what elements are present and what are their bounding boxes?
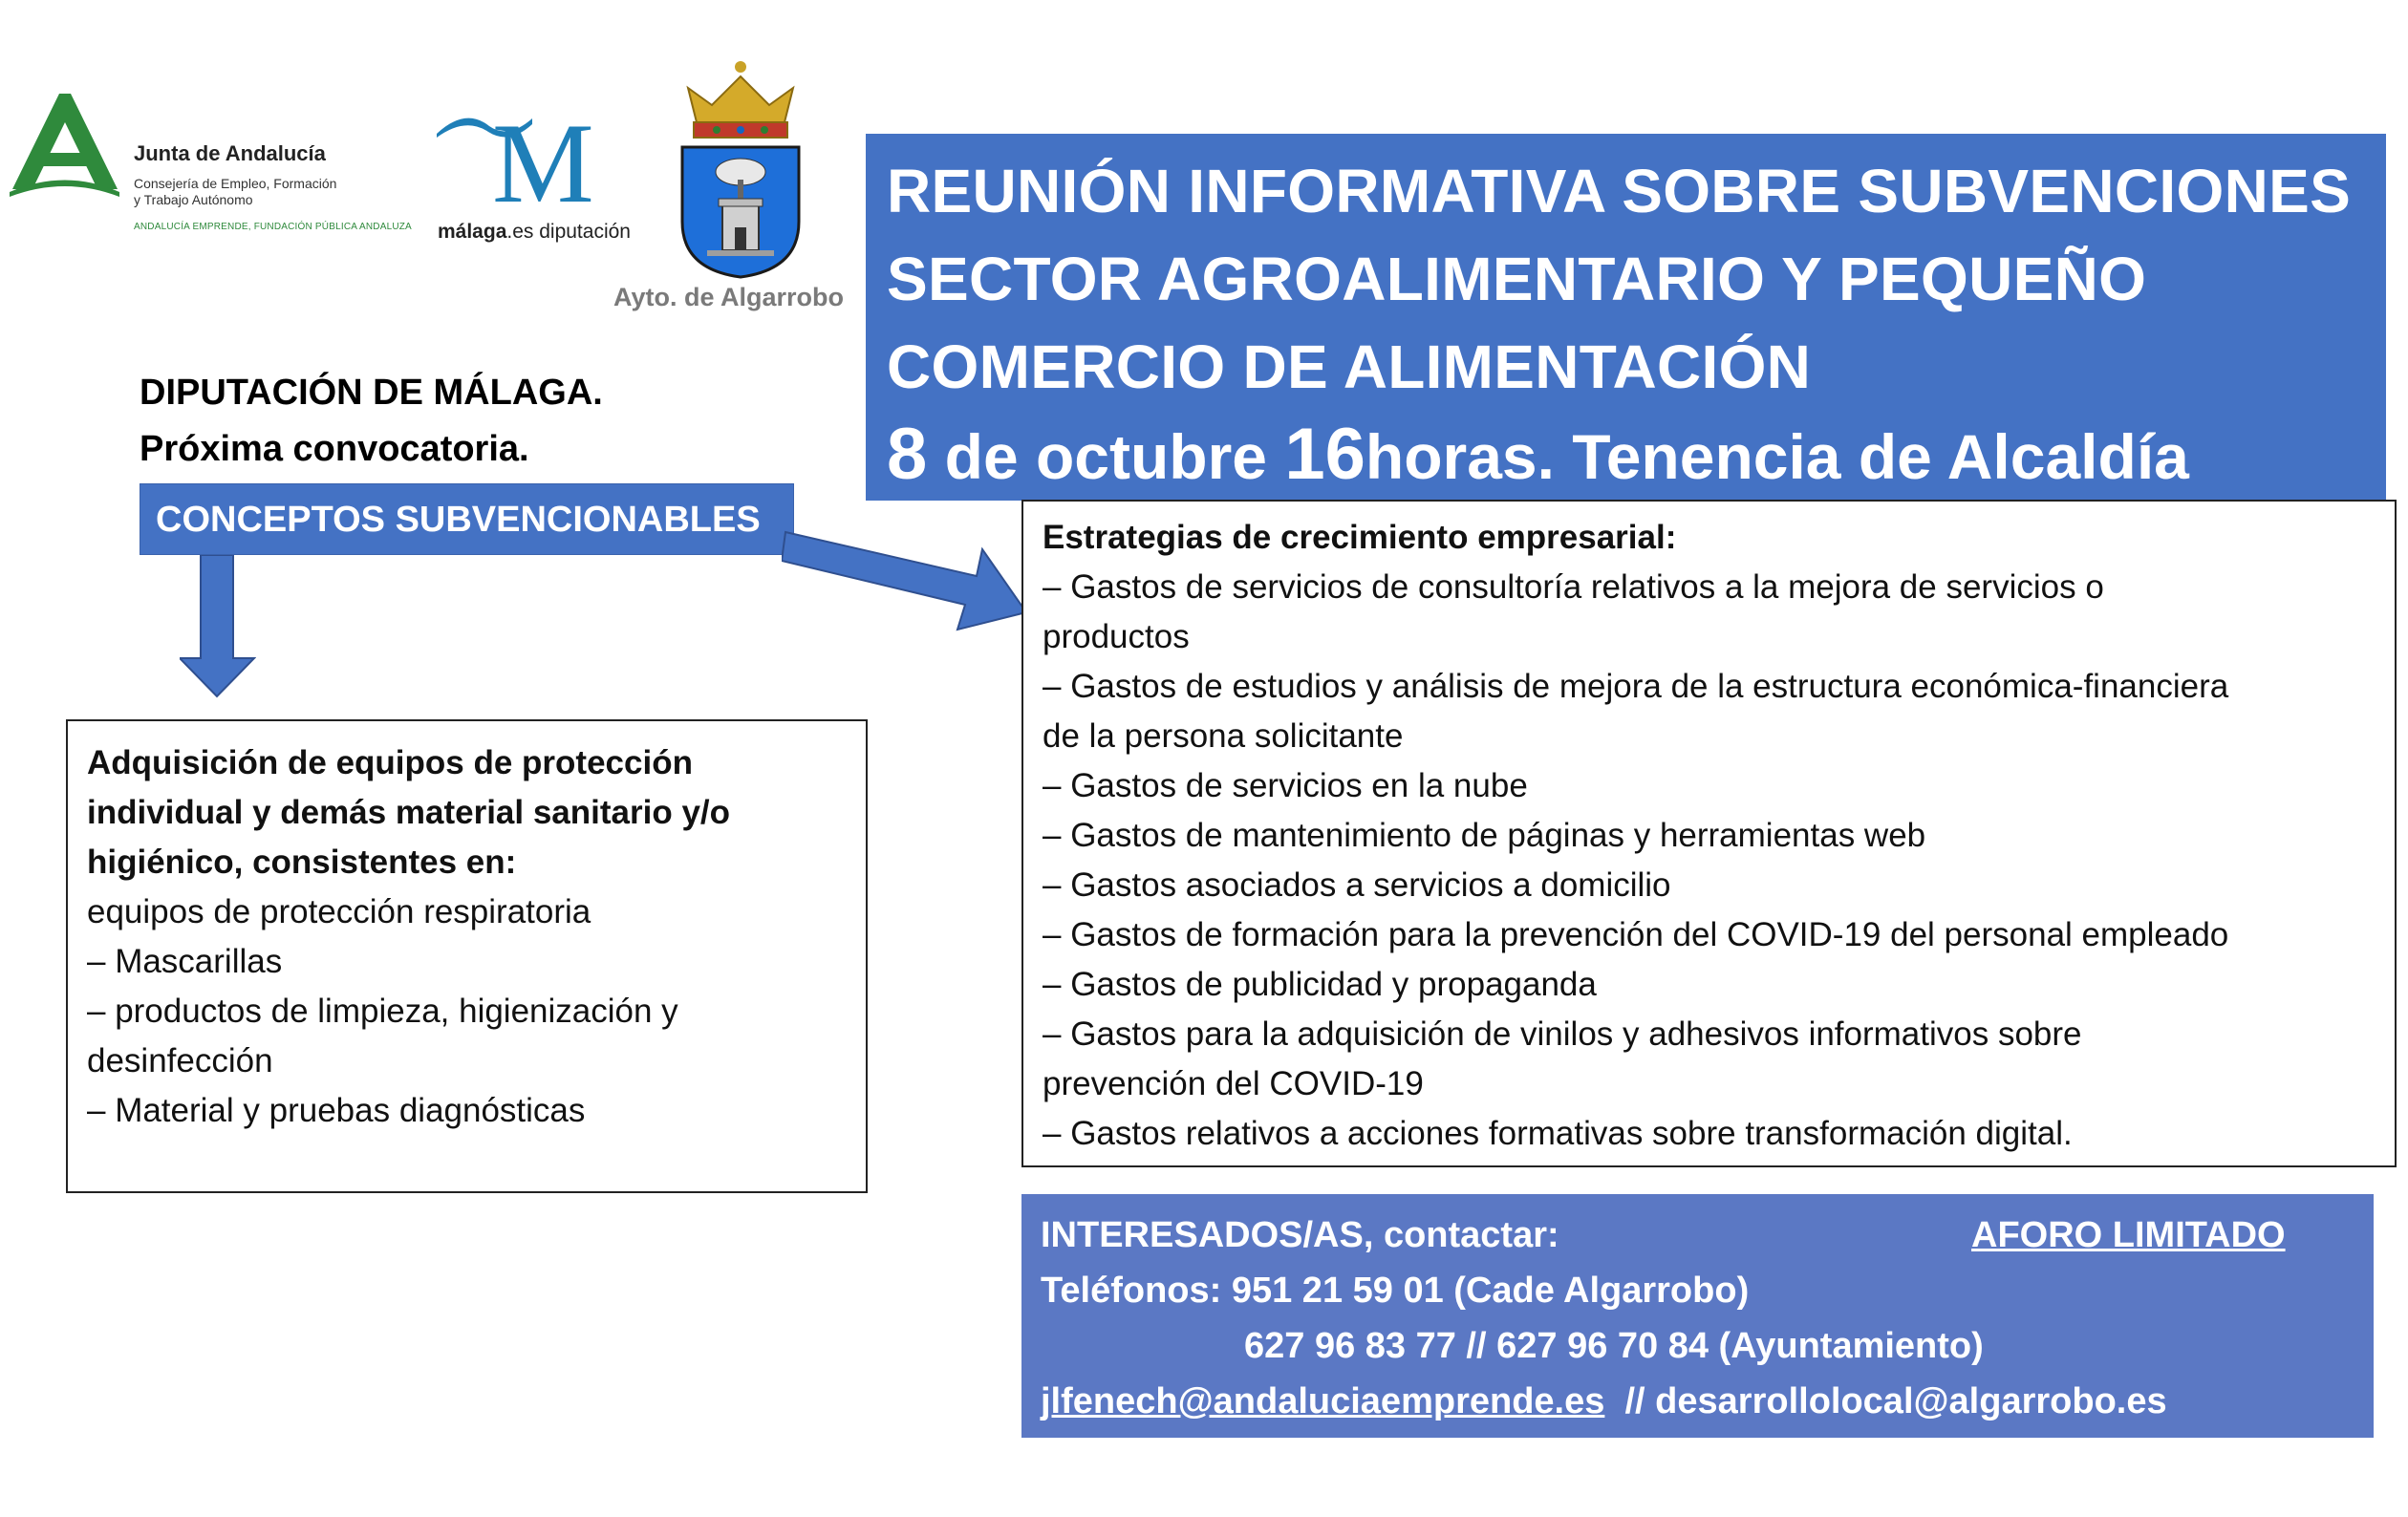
title-line-3: COMERCIO DE ALIMENTACIÓN <box>887 332 1812 401</box>
arrow-down-icon <box>180 555 256 698</box>
list-item: desinfección <box>87 1042 273 1079</box>
list-item: – Gastos de mantenimiento de páginas y herramientas web <box>1043 817 1926 854</box>
emails-line <box>1041 1374 2354 1429</box>
list-item: – Gastos de estudios y análisis de mejora de la estructura económica-financiera <box>1043 668 2229 705</box>
junta-name: Junta de Andalucía <box>134 141 326 165</box>
email-link-algarrobo[interactable]: desarrollolocal@algarrobo.es <box>1655 1381 2167 1421</box>
ayto-logo <box>602 59 860 327</box>
list-item: – productos de limpieza, higienización y <box>87 993 678 1030</box>
title-day: 8 <box>887 414 928 495</box>
list-item: – Gastos para la adquisición de vinilos y adhesivos informativos sobre <box>1043 1015 2082 1053</box>
title-line-2: SECTOR AGROALIMENTARIO Y PEQUEÑO <box>887 245 2147 313</box>
left-box-heading-2: individual y demás material sanitario y/o <box>87 794 731 831</box>
junta-consejeria: Consejería de Empleo, Formación <box>134 176 337 191</box>
title-place: horas. Tenencia de Alcaldía <box>1365 421 2189 492</box>
contact-box <box>1021 1194 2374 1438</box>
title-date-line <box>887 411 2386 501</box>
list-item: – Gastos relativos a acciones formativas sobre transformación digital. <box>1043 1115 2073 1152</box>
email-link-andaluciaemprende[interactable]: jlfenech@andaluciaemprende.es <box>1041 1381 1605 1421</box>
malaga-name: málaga <box>438 221 507 243</box>
junta-fundacion: ANDALUCÍA EMPRENDE, FUNDACIÓN PÚBLICA ANDALUZA <box>134 222 412 232</box>
list-item: – Gastos de formación para la prevención del COVID-19 del personal empleado <box>1043 916 2229 953</box>
list-item: – Gastos de servicios en la nube <box>1043 767 1528 804</box>
email-separator: // <box>1604 1381 1656 1421</box>
algarrobo-coat-of-arms-icon <box>659 59 822 279</box>
junta-andalucia-emblem-icon <box>10 94 119 197</box>
title-line-1: REUNIÓN INFORMATIVA SOBRE SUBVENCIONES <box>887 157 2352 225</box>
list-item: productos <box>1043 618 1190 655</box>
right-box-heading: Estrategias de crecimiento empresarial: <box>1043 519 1677 556</box>
list-item: equipos de protección respiratoria <box>87 893 591 930</box>
left-box-heading-3: higiénico, consistentes en: <box>87 844 517 881</box>
diputacion-heading <box>140 365 603 478</box>
list-item: – Mascarillas <box>87 943 283 980</box>
left-box-heading-1: Adquisición de equipos de protección <box>87 744 693 781</box>
protection-equipment-box <box>66 719 868 1193</box>
arrow-right-icon <box>782 511 1030 635</box>
conceptos-label: CONCEPTOS SUBVENCIONABLES <box>140 483 794 555</box>
malaga-letter: M <box>492 99 594 226</box>
list-item: prevención del COVID-19 <box>1043 1065 1424 1102</box>
malaga-suffix: .es diputación <box>506 221 631 243</box>
list-item: – Gastos de servicios de consultoría relativos a la mejora de servicios o <box>1043 568 2104 606</box>
growth-strategies-box <box>1021 500 2397 1167</box>
diputacion-line-1: DIPUTACIÓN DE MÁLAGA. <box>140 373 603 413</box>
title-banner <box>866 134 2386 501</box>
title-month: de octubre <box>944 421 1268 492</box>
aforo-limitado-label: AFORO LIMITADO <box>1971 1215 2286 1255</box>
list-item: – Gastos de publicidad y propaganda <box>1043 966 1597 1003</box>
list-item: – Gastos asociados a servicios a domicilio <box>1043 866 1671 904</box>
interesados-label: INTERESADOS/AS, contactar: <box>1041 1215 1559 1255</box>
contact-line-1 <box>1041 1207 2354 1263</box>
diputacion-line-2: Próxima convocatoria. <box>140 429 529 469</box>
phones-line-2: 627 96 83 77 // 627 96 70 84 (Ayuntamiento) <box>1244 1326 1984 1366</box>
title-hour: 16 <box>1284 414 1365 495</box>
junta-consejeria-2: y Trabajo Autónomo <box>134 192 253 207</box>
junta-logo <box>10 94 430 256</box>
phones-line-1: Teléfonos: 951 21 59 01 (Cade Algarrobo) <box>1041 1271 1750 1311</box>
list-item: – Material y pruebas diagnósticas <box>87 1092 586 1129</box>
list-item: de la persona solicitante <box>1043 717 1404 755</box>
ayto-caption: Ayto. de Algarrobo <box>613 283 845 311</box>
